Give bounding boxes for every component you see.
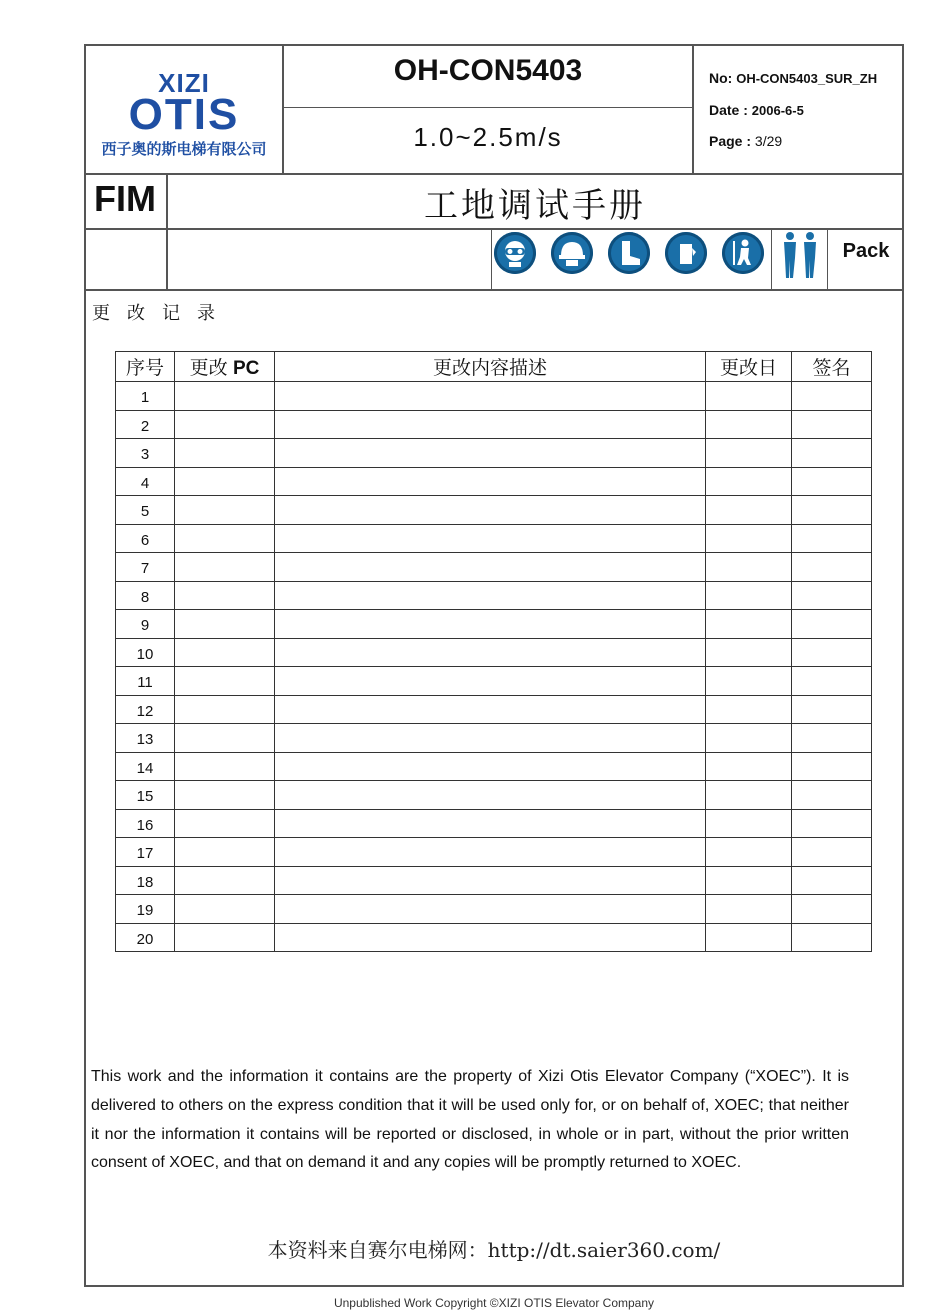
serial-cell: 19 bbox=[116, 895, 175, 924]
table-row bbox=[116, 781, 872, 810]
date-cell bbox=[706, 866, 792, 895]
date-cell bbox=[706, 895, 792, 924]
date-cell bbox=[706, 439, 792, 468]
safety-goggles-icon bbox=[494, 232, 536, 274]
column-header-date: 更改日 bbox=[706, 352, 792, 382]
serial-cell: 1 bbox=[116, 382, 175, 411]
ppe-icons bbox=[494, 232, 764, 274]
table-row bbox=[116, 695, 872, 724]
logo-company-name: 西子奥的斯电梯有限公司 bbox=[101, 141, 267, 158]
date-cell bbox=[706, 467, 792, 496]
signature-cell bbox=[792, 439, 872, 468]
signature-cell bbox=[792, 467, 872, 496]
header-divider bbox=[692, 44, 694, 174]
column-header-change-pc bbox=[175, 352, 275, 382]
table-row bbox=[116, 895, 872, 924]
serial-cell: 16 bbox=[116, 809, 175, 838]
date-cell bbox=[706, 610, 792, 639]
table-row bbox=[116, 838, 872, 867]
signature-cell bbox=[792, 667, 872, 696]
change-pc-cell bbox=[175, 382, 275, 411]
date-cell bbox=[706, 382, 792, 411]
copyright-footer: Unpublished Work Copyright ©XIZI OTIS Elevator Company bbox=[333, 1296, 655, 1310]
column-header-pc-label: PC bbox=[232, 358, 260, 379]
change-pc-cell bbox=[175, 781, 275, 810]
hard-hat-icon bbox=[551, 232, 593, 274]
change-pc-cell bbox=[175, 610, 275, 639]
logo-xizi-text: XIZI bbox=[158, 68, 210, 98]
table-row bbox=[116, 724, 872, 753]
serial-cell: 14 bbox=[116, 752, 175, 781]
meta-number-label: No: bbox=[709, 70, 733, 86]
date-cell bbox=[706, 923, 792, 952]
description-cell bbox=[275, 923, 706, 952]
serial-cell: 11 bbox=[116, 667, 175, 696]
signature-cell bbox=[792, 524, 872, 553]
header-divider bbox=[491, 230, 492, 290]
serial-cell: 10 bbox=[116, 638, 175, 667]
header-divider bbox=[827, 230, 828, 290]
harness-icon bbox=[722, 232, 764, 274]
date-cell bbox=[706, 638, 792, 667]
signature-cell bbox=[792, 781, 872, 810]
change-pc-cell bbox=[175, 496, 275, 525]
header-divider bbox=[84, 289, 904, 291]
serial-cell: 9 bbox=[116, 610, 175, 639]
change-pc-cell bbox=[175, 553, 275, 582]
serial-cell: 12 bbox=[116, 695, 175, 724]
source-line: 本资料来自赛尔电梯网：http://dt.saier360.com/ bbox=[267, 1238, 721, 1262]
column-header-change-label: 更改 bbox=[189, 358, 228, 379]
description-cell bbox=[275, 524, 706, 553]
serial-cell: 13 bbox=[116, 724, 175, 753]
table-row bbox=[116, 439, 872, 468]
description-cell bbox=[275, 410, 706, 439]
meta-date bbox=[709, 102, 804, 118]
table-row bbox=[116, 923, 872, 952]
table-row bbox=[116, 667, 872, 696]
change-log-body bbox=[116, 382, 872, 952]
signature-cell bbox=[792, 610, 872, 639]
meta-date-label: Date : bbox=[709, 102, 748, 118]
table-row bbox=[116, 410, 872, 439]
logo-otis-text: OTIS bbox=[128, 90, 240, 139]
signature-cell bbox=[792, 866, 872, 895]
description-cell bbox=[275, 553, 706, 582]
company-logo bbox=[86, 46, 282, 172]
description-cell bbox=[275, 467, 706, 496]
signature-cell bbox=[792, 581, 872, 610]
signature-cell bbox=[792, 638, 872, 667]
meta-page-label: Page : bbox=[709, 133, 752, 149]
description-cell bbox=[275, 895, 706, 924]
signature-cell bbox=[792, 923, 872, 952]
signature-cell bbox=[792, 752, 872, 781]
signature-cell bbox=[792, 895, 872, 924]
serial-cell: 7 bbox=[116, 553, 175, 582]
description-cell bbox=[275, 838, 706, 867]
gloves-icon bbox=[665, 232, 707, 274]
table-row bbox=[116, 809, 872, 838]
signature-cell bbox=[792, 809, 872, 838]
signature-cell bbox=[792, 838, 872, 867]
serial-cell: 17 bbox=[116, 838, 175, 867]
change-pc-cell bbox=[175, 467, 275, 496]
safety-boots-icon bbox=[608, 232, 650, 274]
serial-cell: 6 bbox=[116, 524, 175, 553]
change-pc-cell bbox=[175, 895, 275, 924]
two-persons-icon bbox=[778, 230, 822, 280]
description-cell bbox=[275, 581, 706, 610]
serial-cell: 20 bbox=[116, 923, 175, 952]
category-label: FIM bbox=[94, 178, 156, 219]
description-cell bbox=[275, 638, 706, 667]
date-cell bbox=[706, 410, 792, 439]
signature-cell bbox=[792, 382, 872, 411]
change-pc-cell bbox=[175, 724, 275, 753]
change-pc-cell bbox=[175, 752, 275, 781]
date-cell bbox=[706, 752, 792, 781]
description-cell bbox=[275, 382, 706, 411]
description-cell bbox=[275, 695, 706, 724]
description-cell bbox=[275, 496, 706, 525]
description-cell bbox=[275, 610, 706, 639]
description-cell bbox=[275, 866, 706, 895]
change-pc-cell bbox=[175, 667, 275, 696]
description-cell bbox=[275, 724, 706, 753]
signature-cell bbox=[792, 553, 872, 582]
serial-cell: 2 bbox=[116, 410, 175, 439]
meta-page-value: 3/29 bbox=[754, 133, 783, 149]
serial-cell: 18 bbox=[116, 866, 175, 895]
section-title: 更 改 记 录 bbox=[92, 303, 222, 323]
description-cell bbox=[275, 752, 706, 781]
signature-cell bbox=[792, 410, 872, 439]
meta-page bbox=[709, 133, 782, 149]
change-pc-cell bbox=[175, 439, 275, 468]
header-divider bbox=[84, 173, 904, 175]
table-row bbox=[116, 496, 872, 525]
serial-cell: 8 bbox=[116, 581, 175, 610]
date-cell bbox=[706, 524, 792, 553]
column-header-signature: 签名 bbox=[792, 352, 872, 382]
date-cell bbox=[706, 553, 792, 582]
date-cell bbox=[706, 667, 792, 696]
change-pc-cell bbox=[175, 838, 275, 867]
serial-cell: 5 bbox=[116, 496, 175, 525]
serial-cell: 15 bbox=[116, 781, 175, 810]
date-cell bbox=[706, 809, 792, 838]
page-title: 工地调试手册 bbox=[424, 187, 646, 225]
description-cell bbox=[275, 667, 706, 696]
header-divider bbox=[284, 107, 692, 108]
table-row bbox=[116, 581, 872, 610]
date-cell bbox=[706, 838, 792, 867]
table-row bbox=[116, 524, 872, 553]
change-pc-cell bbox=[175, 524, 275, 553]
serial-cell: 4 bbox=[116, 467, 175, 496]
date-cell bbox=[706, 724, 792, 753]
signature-cell bbox=[792, 695, 872, 724]
confidentiality-notice: This work and the information it contains are the property of Xizi Otis Elevator Company (“XOEC”). It is delivered to others on the express condition that it will be used only for, or on behalf of, XOEC; that neither it nor the information it contains will be reported or disclosed, in whole or in part, without the prior written consent of XOEC, and that on demand it and any copies will be promptly returned to XOEC. bbox=[91, 1068, 849, 1172]
signature-cell bbox=[792, 724, 872, 753]
table-row bbox=[116, 752, 872, 781]
change-pc-cell bbox=[175, 638, 275, 667]
signature-cell bbox=[792, 496, 872, 525]
change-pc-cell bbox=[175, 866, 275, 895]
meta-number-value: OH-CON5403_SUR_ZH bbox=[736, 71, 878, 86]
table-row bbox=[116, 866, 872, 895]
table-row bbox=[116, 382, 872, 411]
change-pc-cell bbox=[175, 410, 275, 439]
date-cell bbox=[706, 496, 792, 525]
table-row bbox=[116, 638, 872, 667]
change-log-table bbox=[115, 351, 872, 952]
table-row bbox=[116, 467, 872, 496]
table-row bbox=[116, 610, 872, 639]
description-cell bbox=[275, 781, 706, 810]
date-cell bbox=[706, 695, 792, 724]
change-pc-cell bbox=[175, 923, 275, 952]
meta-date-value: 2006-6-5 bbox=[751, 103, 804, 118]
description-cell bbox=[275, 439, 706, 468]
date-cell bbox=[706, 581, 792, 610]
date-cell bbox=[706, 781, 792, 810]
serial-cell: 3 bbox=[116, 439, 175, 468]
change-pc-cell bbox=[175, 581, 275, 610]
column-header-description: 更改内容描述 bbox=[275, 352, 706, 382]
column-header-serial: 序号 bbox=[116, 352, 175, 382]
table-row bbox=[116, 553, 872, 582]
pack-label: Pack bbox=[842, 240, 890, 262]
meta-number bbox=[709, 70, 877, 86]
table-header-row bbox=[116, 352, 872, 382]
change-pc-cell bbox=[175, 809, 275, 838]
document-id: OH-CON5403 bbox=[393, 54, 583, 87]
description-cell bbox=[275, 809, 706, 838]
speed-range: 1.0~2.5m/s bbox=[413, 122, 563, 152]
change-pc-cell bbox=[175, 695, 275, 724]
header-divider bbox=[771, 230, 772, 290]
